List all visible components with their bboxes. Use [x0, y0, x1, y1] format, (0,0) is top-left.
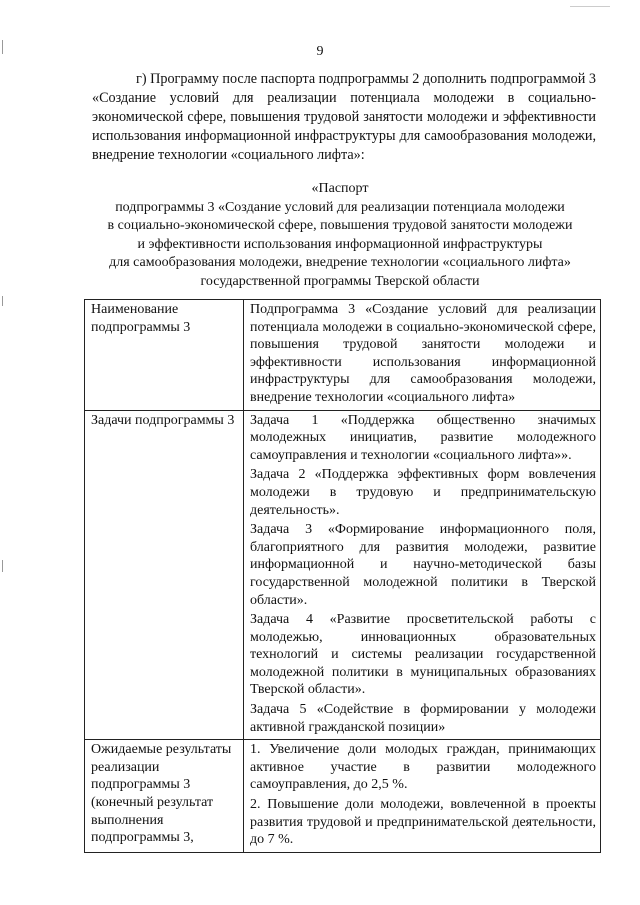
passport-table	[84, 299, 601, 853]
row-value	[244, 740, 601, 853]
passport-title-line: и эффективности использования информационной инфраструктуры	[137, 236, 543, 252]
row-label: Ожидаемые результаты реализации подпрограммы 3 (конечный результат выполнения подпрограммы 3,	[85, 740, 244, 853]
scan-artifact	[570, 6, 610, 7]
passport-title-line: для самообразования молодежи, внедрение технологии «социального лифта»	[109, 255, 571, 270]
result-paragraph: 1. Увеличение доли молодых граждан, принимающих активное участие в развитии молодежного самоуправления, до 2,5 %.	[250, 742, 596, 793]
passport-title-line: «Паспорт	[311, 181, 369, 196]
task-paragraph: Задача 5 «Содействие в формировании у молодежи активной гражданской позиции»	[250, 702, 596, 735]
task-paragraph: Задача 2 «Поддержка эффективных форм вовлечения молодежи в трудовую и предпринимательскую деятельность».	[250, 467, 596, 518]
scan-margin-mark	[2, 296, 3, 306]
table-row	[85, 410, 601, 740]
scan-margin-mark	[2, 560, 3, 572]
passport-title-line: подпрограммы 3 «Создание условий для реализации потенциала молодежи	[115, 199, 565, 215]
page-number: 9	[316, 44, 324, 59]
row-label: Задачи подпрограммы 3	[85, 410, 244, 740]
row-value	[244, 410, 601, 740]
passport-title-line: государственной программы Тверской области	[200, 273, 480, 289]
table-row	[85, 300, 601, 411]
task-paragraph: Задача 4 «Развитие просветительской работы с молодежью, инновационных образовательных технологий и системы реализации государственной молодежной политики в муниципальных образованиях Тверской области».	[250, 612, 596, 698]
row-paragraph: Подпрограмма 3 «Создание условий для реализации потенциала молодежи в социально-экономической сфере, повышения трудовой занятости молодежи и эффективности использования информационной инфраструктуры для самообразования молодежи, внедрение технологии «социального лифта»	[250, 302, 596, 405]
row-label: Наименование подпрограммы 3	[85, 300, 244, 411]
intro-text: г) Программу после паспорта подпрограммы 2 дополнить подпрограммой 3 «Создание условий для реализации потенциала молодежи в социально-экономической сфере, повышения трудовой занятости молодежи и эффективности использования информационной инфраструктуры для самообразования молодежи, внедрение технологии «социального лифта»:	[92, 71, 596, 163]
table-row	[85, 740, 601, 853]
intro-paragraph	[92, 70, 596, 165]
task-paragraph: Задача 1 «Поддержка общественно значимых молодежных инициатив, развитие молодежного самоуправления и технологии «социального лифта»».	[250, 412, 596, 463]
result-paragraph: 2. Повышение доли молодежи, вовлеченной в проекты развития трудовой и предпринимательской деятельности, до 7 %.	[250, 797, 596, 848]
task-paragraph: Задача 3 «Формирование информационного поля, благоприятного для развития молодежи, развитие информационной и научно-методической базы государственной молодежной политики в Тверской области».	[250, 522, 596, 608]
passport-title	[80, 180, 600, 291]
row-value	[244, 300, 601, 411]
passport-title-line: в социально-экономической сфере, повышения трудовой занятости молодежи	[107, 218, 573, 233]
